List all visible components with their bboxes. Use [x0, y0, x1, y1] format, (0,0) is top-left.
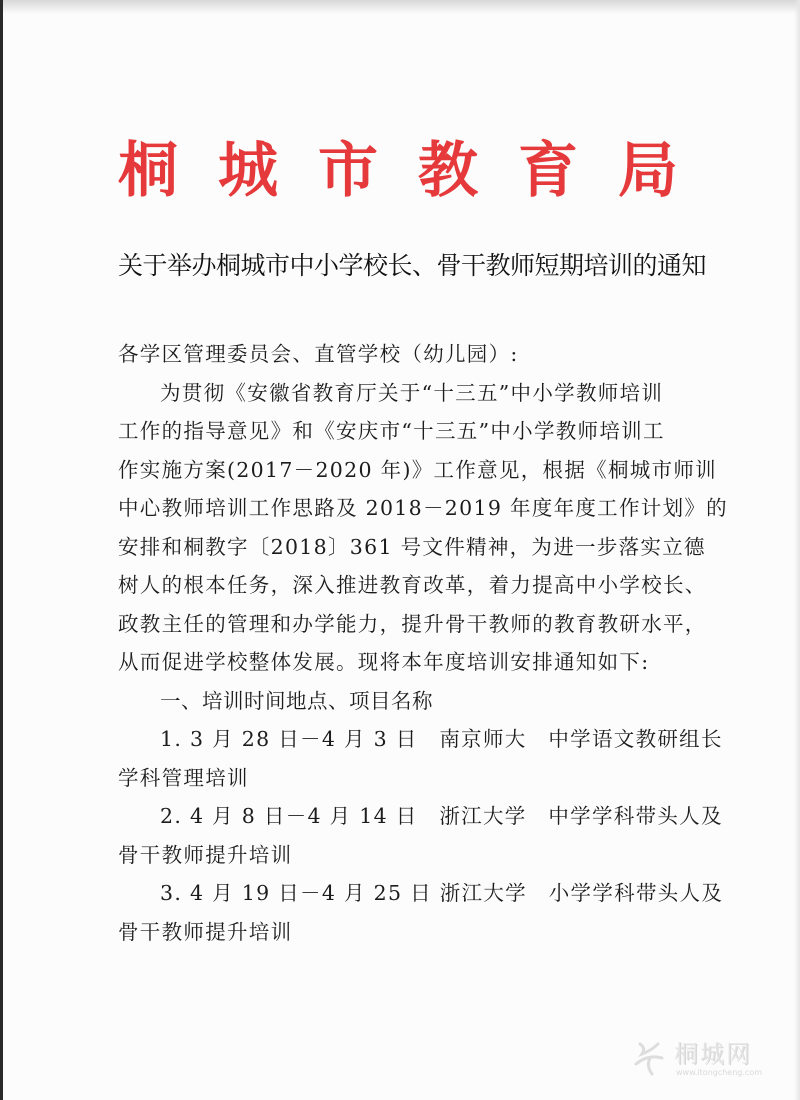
masthead-char: 育 — [518, 136, 578, 206]
training-item-line: 1. 3 月 28 日－4 月 3 日 南京师大 中学语文教研组长 — [160, 727, 723, 751]
masthead-char: 市 — [318, 136, 378, 206]
paragraph-line: 工作的指导意见》和《安庆市“十三五”中小学教师培训工 — [118, 419, 665, 443]
paragraph-line: 从而促进学校整体发展。现将本年度培训安排通知如下: — [118, 650, 650, 674]
issuer-masthead — [118, 136, 678, 206]
addressee: 各学区管理委员会、直管学校（幼儿园）: — [118, 342, 519, 366]
training-item-line: 学科管理培训 — [118, 765, 249, 790]
paragraph-line: 作实施方案(2017－2020 年)》工作意见，根据《桐城市师训 — [118, 457, 717, 482]
training-item-line: 骨干教师提升培训 — [118, 842, 293, 867]
paragraph-line: 中心教师培训工作思路及 2018－2019 年度年度工作计划》的 — [118, 496, 728, 520]
paragraph-line: 树人的根本任务，深入推进教育改革，着力提高中小学校长、 — [118, 573, 707, 597]
training-item-line: 骨干教师提升培训 — [118, 919, 293, 944]
masthead-char: 桐 — [118, 136, 178, 206]
watermark-url: www.itongcheng.com — [676, 1068, 763, 1077]
masthead-char: 局 — [618, 136, 678, 206]
watermark-name: 桐城网 — [674, 1040, 752, 1068]
masthead-char: 城 — [218, 136, 278, 206]
paragraph-line: 为贯彻《安徽省教育厅关于“十三五”中小学教师培训 — [160, 380, 664, 405]
masthead-char: 教 — [418, 136, 478, 206]
document-title: 关于举办桐城市中小学校长、骨干教师短期培训的通知 — [118, 251, 707, 280]
paragraph-line: 政教主任的管理和办学能力，提升骨干教师的教育教研水平， — [118, 611, 707, 636]
page-edge-shadow — [794, 0, 800, 1100]
training-item-line: 2. 4 月 8 日－4 月 14 日 浙江大学 中学学科带头人及 — [160, 804, 723, 828]
section-heading: 一、培训时间地点、项目名称 — [160, 688, 433, 713]
runner-logo-icon — [632, 1040, 668, 1076]
paragraph-line: 安排和桐教字〔2018〕361 号文件精神，为进一步落实立德 — [118, 534, 706, 559]
document-body — [118, 335, 728, 951]
site-watermark — [632, 1040, 782, 1080]
training-item-line: 3. 4 月 19 日－4 月 25 日 浙江大学 小学学科带头人及 — [160, 881, 724, 905]
